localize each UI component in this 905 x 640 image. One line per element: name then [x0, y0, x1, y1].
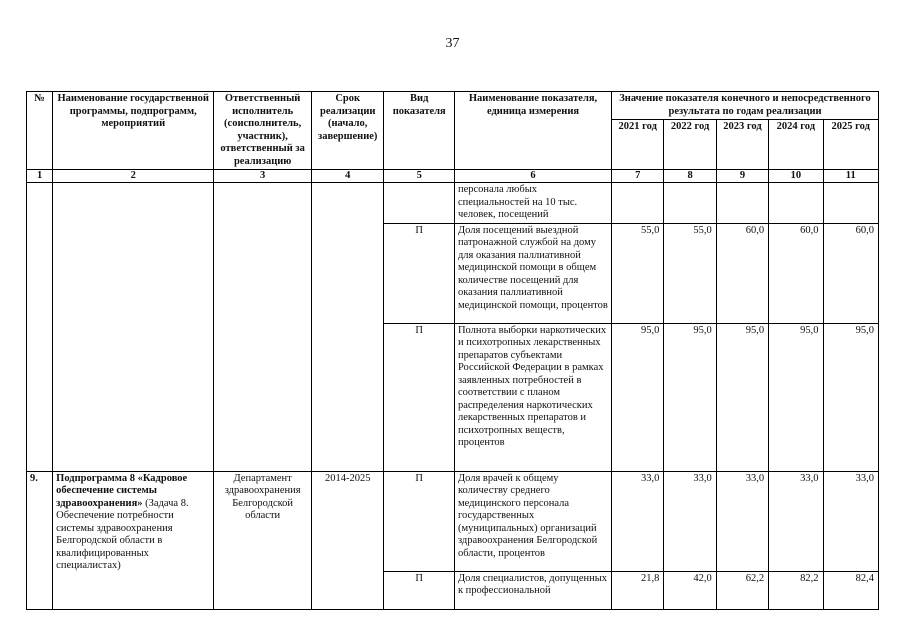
indicator-name: Полнота выборки наркотических и психотропных лекарственных препаратов субъектами Российской Федерации в рамках заявленных потребностей в соответствии с планом распределения наркотических лекарственных препаратов и психотропных веществ, процентов	[454, 323, 611, 471]
column-number: 9	[716, 170, 768, 183]
header-term: Срок реализации (начало, завершение)	[311, 92, 384, 170]
value-2021	[612, 183, 664, 224]
header-responsible: Ответственный исполнитель (соисполнитель, участник), ответственный за реализацию	[214, 92, 312, 170]
header-year-2025: 2025 год	[823, 120, 879, 170]
value-2023: 60,0	[716, 223, 768, 323]
value-2023: 33,0	[716, 471, 768, 571]
empty-cell	[27, 183, 53, 472]
table-row	[27, 183, 879, 224]
column-number: 6	[454, 170, 611, 183]
empty-cell	[214, 183, 312, 472]
column-number: 4	[311, 170, 384, 183]
column-number: 3	[214, 170, 312, 183]
value-2024: 82,2	[769, 571, 823, 609]
header-name: Наименование государственной программы, подпрограмм, мероприятий	[53, 92, 214, 170]
column-number: 5	[384, 170, 454, 183]
indicators-table	[26, 91, 879, 610]
indicator-name: Доля посещений выездной патронажной службой на дому для оказания паллиативной медицинской помощи в общем количестве посещений для оказания паллиативной медицинской помощи, процентов	[454, 223, 611, 323]
header-year-2024: 2024 год	[769, 120, 823, 170]
indicator-type: П	[384, 223, 454, 323]
page-number: 37	[445, 36, 460, 51]
value-2022: 33,0	[664, 471, 716, 571]
indicator-name: персонала любых специальностей на 10 тыс. человек, посещений	[454, 183, 611, 224]
header-year-2022: 2022 год	[664, 120, 716, 170]
value-2025	[823, 183, 879, 224]
column-number: 2	[53, 170, 214, 183]
value-2022	[664, 183, 716, 224]
implementation-term: 2014-2025	[311, 471, 384, 609]
header-year-2021: 2021 год	[612, 120, 664, 170]
table-row	[27, 471, 879, 571]
value-2025: 60,0	[823, 223, 879, 323]
value-2025: 33,0	[823, 471, 879, 571]
header-indicator: Наименование показателя, единица измерения	[454, 92, 611, 170]
column-number: 1	[27, 170, 53, 183]
value-2022: 95,0	[664, 323, 716, 471]
value-2022: 55,0	[664, 223, 716, 323]
responsible-executor: Департамент здравоохранения Белгородской области	[214, 471, 312, 609]
indicator-type: П	[384, 471, 454, 571]
column-number: 7	[612, 170, 664, 183]
value-2023: 95,0	[716, 323, 768, 471]
column-number: 10	[769, 170, 823, 183]
program-title: Подпрограмма 8 «Кадровое обеспечение системы здравоохранения»	[56, 472, 188, 509]
header-num: №	[27, 92, 53, 170]
value-2023	[716, 183, 768, 224]
value-2024	[769, 183, 823, 224]
indicator-name: Доля врачей к общему количеству среднего медицинского персонала государственных (муниципальных) организаций здравоохранения Белгородской области, процентов	[454, 471, 611, 571]
value-2021: 21,8	[612, 571, 664, 609]
column-number: 8	[664, 170, 716, 183]
header-year-2023: 2023 год	[716, 120, 768, 170]
indicator-type: П	[384, 323, 454, 471]
value-2025: 82,4	[823, 571, 879, 609]
header-values-group: Значение показателя конечного и непосредственного результата по годам реализации	[612, 92, 879, 120]
value-2025: 95,0	[823, 323, 879, 471]
empty-cell	[311, 183, 384, 472]
column-numbers-row	[27, 170, 879, 183]
value-2021: 33,0	[612, 471, 664, 571]
empty-cell	[53, 183, 214, 472]
program-task: (Задача 8. Обеспечение потребности системы здравоохранения Белгородской области в квалифицированных специалистах)	[56, 497, 189, 571]
indicator-type	[384, 183, 454, 224]
value-2024: 33,0	[769, 471, 823, 571]
value-2022: 42,0	[664, 571, 716, 609]
program-name	[53, 471, 214, 609]
column-number: 11	[823, 170, 879, 183]
row-number: 9.	[27, 471, 53, 609]
value-2023: 62,2	[716, 571, 768, 609]
indicator-type: П	[384, 571, 454, 609]
value-2024: 60,0	[769, 223, 823, 323]
value-2024: 95,0	[769, 323, 823, 471]
value-2021: 95,0	[612, 323, 664, 471]
indicator-name: Доля специалистов, допущенных к профессиональной	[454, 571, 611, 609]
header-type: Вид показателя	[384, 92, 454, 170]
value-2021: 55,0	[612, 223, 664, 323]
